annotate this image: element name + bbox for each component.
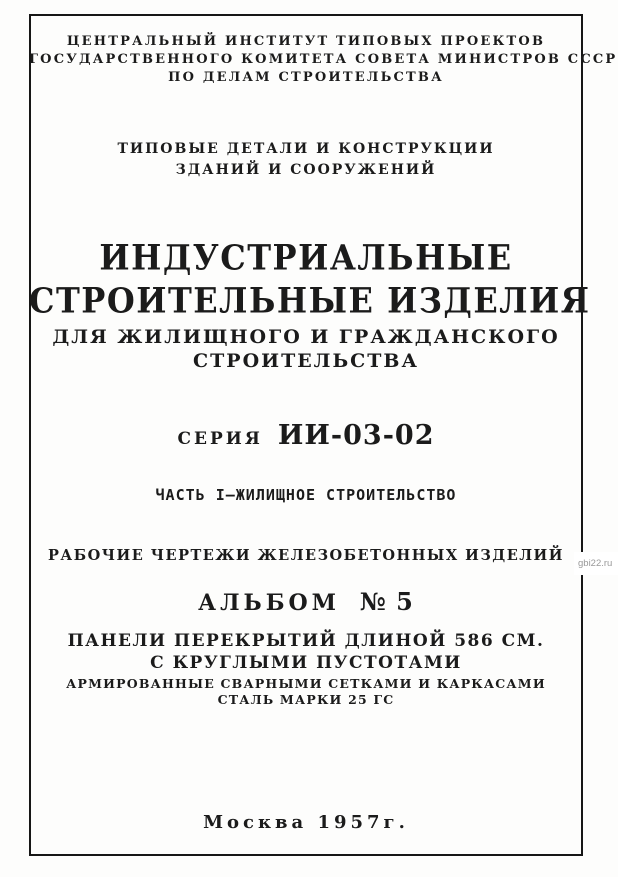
subject-description — [29, 630, 583, 674]
organization-line-3: ПО ДЕЛАМ СТРОИТЕЛЬСТВА — [168, 70, 444, 85]
subject-line-2: С КРУГЛЫМИ ПУСТОТАМИ — [150, 653, 462, 673]
reinforcement-description — [29, 676, 583, 708]
album-label: АЛЬБОМ — [198, 590, 341, 616]
organization-line-1: ЦЕНТРАЛЬНЫЙ ИНСТИТУТ ТИПОВЫХ ПРОЕКТОВ — [66, 34, 546, 49]
reinforcement-line-1: АРМИРОВАННЫЕ СВАРНЫМИ СЕТКАМИ И КАРКАСАМИ — [66, 676, 546, 691]
series-label: СЕРИЯ — [177, 429, 263, 449]
title-line-2: СТРОИТЕЛЬНЫЕ ИЗДЕЛИЯ — [29, 280, 591, 322]
organization-line-2: ГОСУДАРСТВЕННОГО КОМИТЕТА СОВЕТА МИНИСТРОВ СССР — [29, 52, 618, 67]
album-designation — [29, 587, 583, 616]
series-heading-line-2: ЗДАНИЙ И СООРУЖЕНИЙ — [175, 162, 437, 178]
part-designation: ЧАСТЬ I—ЖИЛИЩНОЕ СТРОИТЕЛЬСТВО — [155, 486, 457, 504]
title-line-1: ИНДУСТРИАЛЬНЫЕ — [99, 237, 513, 279]
drawings-caption: РАБОЧИЕ ЧЕРТЕЖИ ЖЕЛЕЗОБЕТОННЫХ ИЗДЕЛИЙ — [48, 547, 564, 564]
document-title — [29, 236, 591, 322]
reinforcement-line-2: СТАЛЬ МАРКИ 25 ГС — [217, 692, 395, 707]
issuing-organization — [29, 33, 618, 87]
document-subtitle — [29, 325, 583, 373]
series-designation — [29, 420, 583, 451]
album-number: № 5 — [359, 587, 414, 616]
series-heading — [29, 139, 583, 181]
subject-line-1: ПАНЕЛИ ПЕРЕКРЫТИЙ ДЛИНОЙ 586 СМ. — [67, 631, 545, 651]
series-heading-line-1: ТИПОВЫЕ ДЕТАЛИ И КОНСТРУКЦИИ — [117, 141, 495, 157]
imprint-city-year: Москва 1957г. — [203, 812, 409, 833]
series-code: ИИ-03-02 — [277, 420, 435, 451]
subtitle-line-2: СТРОИТЕЛЬСТВА — [193, 350, 419, 372]
subtitle-line-1: ДЛЯ ЖИЛИЩНОГО И ГРАЖДАНСКОГО — [52, 326, 560, 348]
site-watermark: gbi22.ru — [574, 552, 618, 575]
